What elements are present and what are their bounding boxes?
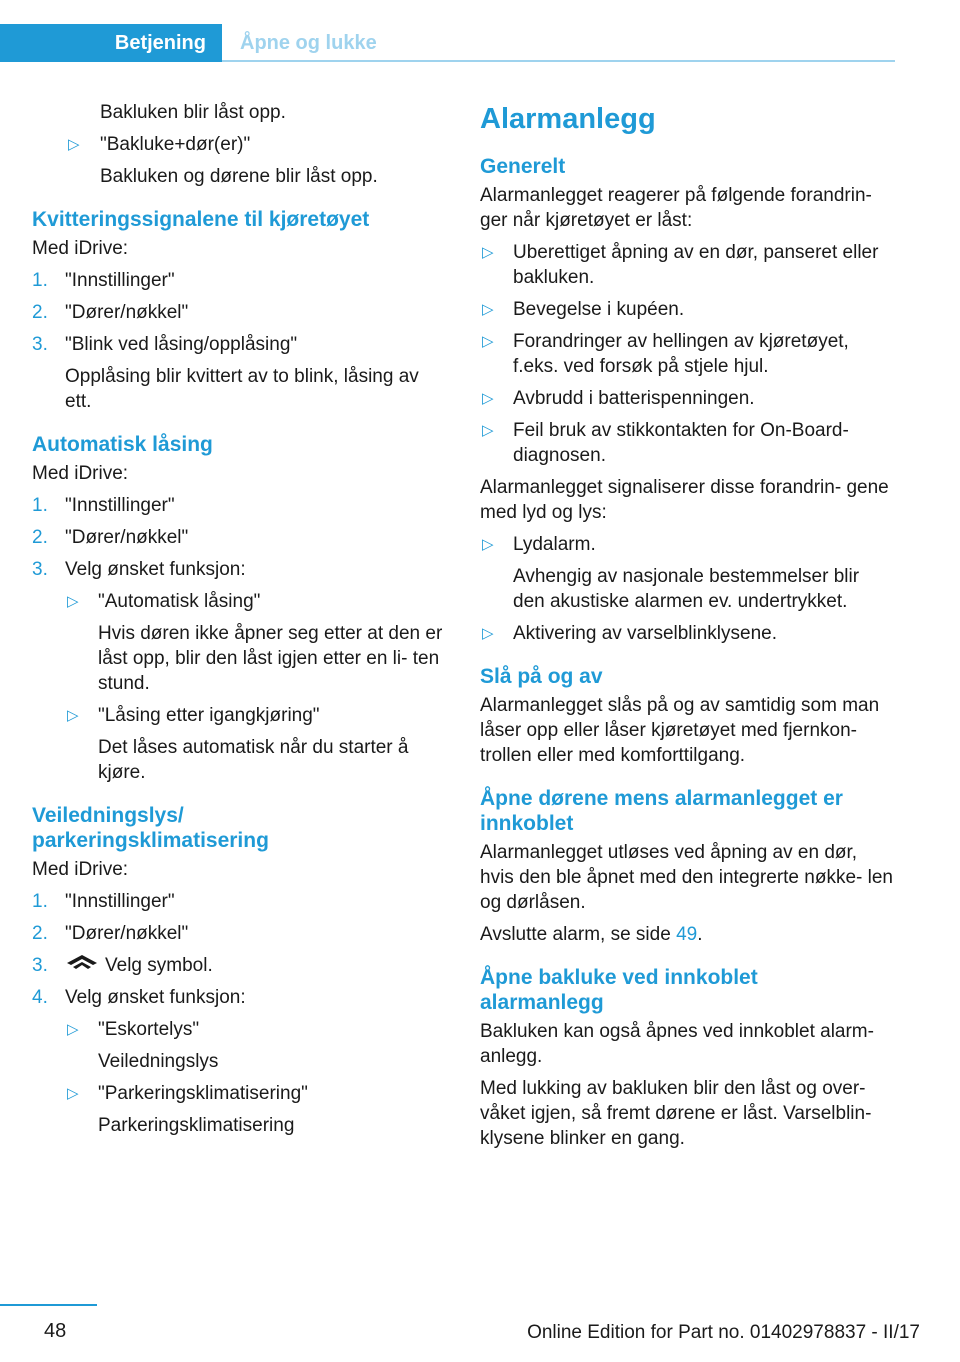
list-item-text: Lydalarm.: [513, 534, 596, 555]
title-line: parkeringsklimatisering: [32, 829, 269, 852]
paragraph: Alarmanlegget reagerer på følgende forandrin‐ ger når kjøretøyet er låst:: [480, 185, 872, 231]
confirmation-steps: [32, 268, 447, 414]
triangle-right-icon: ▷: [67, 593, 79, 610]
section-title-general: Generelt: [480, 155, 566, 178]
step-number: 2.: [32, 527, 48, 548]
right-column: [480, 100, 895, 1158]
triangle-right-icon: ▷: [482, 390, 494, 407]
step-label: "Dører/nøkkel": [65, 527, 189, 548]
triangle-right-icon: ▷: [482, 625, 494, 642]
triangle-right-icon: ▷: [68, 136, 80, 153]
guide-light-options: [65, 1017, 447, 1138]
option-description: Det låses automatisk når du starter å kjøre.: [98, 737, 409, 783]
step-label: "Dører/nøkkel": [65, 923, 189, 944]
paragraph: Med lukking av bakluken blir den låst og over‐ våket igjen, så fremt dørene er låst. Varselblin‐ klysene blinker en gang.: [480, 1078, 872, 1149]
left-column: [32, 100, 447, 1145]
edition-note: Online Edition for Part no. 01402978837 - II/17: [527, 1322, 920, 1343]
list-item: [480, 418, 895, 468]
step-number: 4.: [32, 987, 48, 1009]
title-line: Åpne bakluke ved innkoblet: [480, 966, 758, 989]
page-link[interactable]: 49: [676, 924, 698, 945]
header-divider: [222, 60, 895, 62]
step-number: 3.: [32, 334, 48, 355]
list-item: [480, 329, 895, 379]
triangle-right-icon: ▷: [482, 536, 494, 553]
intro-bullet: "Bakluke+dør(er)": [100, 134, 251, 155]
step-label: Velg ønsket funksjon:: [65, 987, 246, 1009]
title-line: alarmanlegg: [480, 991, 604, 1014]
list-item-text: Forandringer av hellingen av kjøretøyet, f.eks. ved forsøk på stjele hjul.: [513, 331, 849, 377]
list-item: [32, 525, 447, 550]
list-item: [32, 300, 447, 325]
step-number: 3.: [32, 559, 48, 580]
list-item: [32, 953, 447, 978]
step-number: 3.: [32, 955, 48, 976]
triangle-right-icon: ▷: [482, 422, 494, 439]
paragraph: Alarmanlegget utløses ved åpning av en dør, hvis den ble åpnet med den integrerte nøkke‐ len og dørlåsen.: [480, 842, 893, 913]
list-item-text: Bevegelse i kupéen.: [513, 299, 685, 320]
signal-list: [480, 532, 895, 646]
intro-text: Bakluken blir låst opp.: [100, 102, 286, 123]
list-item-text: Uberettiget åpning av en dør, panseret eller bakluken.: [513, 242, 879, 288]
chapter-tab[interactable]: Betjening: [0, 24, 222, 62]
step-number: 2.: [32, 923, 48, 944]
page-number: 48: [44, 1320, 67, 1342]
title-line: Veiledningslys/: [32, 804, 184, 827]
list-item: [480, 532, 895, 614]
title-line: innkoblet: [480, 812, 574, 835]
list-item: [32, 889, 447, 914]
option-label: "Automatisk låsing": [98, 591, 261, 612]
trigger-list: [480, 240, 895, 468]
paragraph: [480, 922, 895, 947]
list-item: [32, 985, 447, 1138]
paragraph-text: .: [697, 924, 703, 945]
section-intro: Med iDrive:: [32, 463, 129, 484]
auto-lock-steps: [32, 493, 447, 785]
option-label: "Eskortelys": [98, 1019, 200, 1041]
section-title-guide-lights: [32, 803, 447, 853]
section-tab[interactable]: Åpne og lukke: [240, 31, 377, 54]
list-item: [480, 297, 895, 322]
triangle-right-icon: ▷: [67, 1021, 79, 1039]
section-title-auto-lock: Automatisk låsing: [32, 433, 213, 456]
step-number: 1.: [32, 891, 48, 912]
list-item-text: Aktivering av varselblinklysene.: [513, 623, 778, 644]
list-item: [32, 493, 447, 518]
option-label: "Parkeringsklimatisering": [98, 1083, 308, 1105]
step-label: Velg ønsket funksjon:: [65, 559, 246, 580]
list-item: [65, 1081, 447, 1138]
section-title-open-trunk: [480, 965, 895, 1015]
auto-lock-options: [65, 589, 447, 785]
option-label: "Låsing etter igangkjøring": [98, 705, 320, 726]
step-description: Opplåsing blir kvittert av to blink, låsing av ett.: [65, 366, 419, 412]
triangle-right-icon: ▷: [67, 707, 79, 724]
list-item: [32, 268, 447, 293]
section-title-open-doors: [480, 786, 895, 836]
triangle-right-icon: ▷: [482, 301, 494, 318]
page-title: Alarmanlegg: [480, 103, 656, 135]
triangle-right-icon: ▷: [482, 333, 494, 350]
intro-list: [32, 100, 447, 189]
step-label: "Innstillinger": [65, 495, 175, 516]
list-item: [480, 386, 895, 411]
section-title-confirmation: Kvitteringssignalene til kjøretøyet: [32, 208, 370, 231]
option-description: Veiledningslys: [98, 1051, 219, 1073]
step-number: 1.: [32, 270, 48, 291]
section-title-on-off: Slå på og av: [480, 665, 603, 688]
list-item: [480, 240, 895, 290]
list-item: [32, 557, 447, 785]
paragraph: Alarmanlegget signaliserer disse forandrin‐ gene med lyd og lys:: [480, 477, 889, 523]
step-number: 2.: [32, 302, 48, 323]
list-item-text: Avbrudd i batterispenningen.: [513, 388, 755, 409]
paragraph: Alarmanlegget slås på og av samtidig som man låser opp eller låser kjøretøyet med fjernkon‐ trollen eller med komforttilgang.: [480, 695, 880, 766]
title-line: Åpne dørene mens alarmanlegget er: [480, 787, 843, 810]
guide-lights-steps: [32, 889, 447, 1138]
option-description: Parkeringsklimatisering: [98, 1115, 295, 1137]
footer-divider: [0, 1304, 97, 1306]
step-label: Velg symbol.: [105, 955, 213, 976]
list-item: [32, 921, 447, 946]
step-label: "Innstillinger": [65, 891, 175, 912]
list-item: [65, 589, 447, 696]
section-intro: Med iDrive:: [32, 238, 129, 259]
triangle-right-icon: ▷: [482, 244, 494, 261]
paragraph-text: Avslutte alarm, se side: [480, 924, 677, 945]
step-label: "Dører/nøkkel": [65, 302, 189, 323]
list-item: [65, 703, 447, 785]
page-header: [0, 24, 895, 62]
list-item: [65, 1017, 447, 1074]
triangle-right-icon: ▷: [67, 1085, 79, 1103]
list-item: [32, 332, 447, 414]
list-item: [480, 621, 895, 646]
light-wings-icon: [65, 953, 99, 978]
list-item-description: Avhengig av nasjonale bestemmelser blir den akustiske alarmen ev. undertrykket.: [513, 566, 860, 612]
step-number: 1.: [32, 495, 48, 516]
paragraph: Bakluken kan også åpnes ved innkoblet alarm‐ anlegg.: [480, 1021, 874, 1067]
intro-bullet-desc: Bakluken og dørene blir låst opp.: [100, 166, 378, 187]
list-item-text: Feil bruk av stikkontakten for On-Board- diagnosen.: [513, 420, 849, 466]
option-description: Hvis døren ikke åpner seg etter at den er låst opp, blir den låst igjen etter en li‐ ten stund.: [98, 623, 443, 694]
step-label: "Innstillinger": [65, 270, 175, 291]
section-intro: Med iDrive:: [32, 859, 129, 880]
step-label: "Blink ved låsing/opplåsing": [65, 334, 298, 355]
